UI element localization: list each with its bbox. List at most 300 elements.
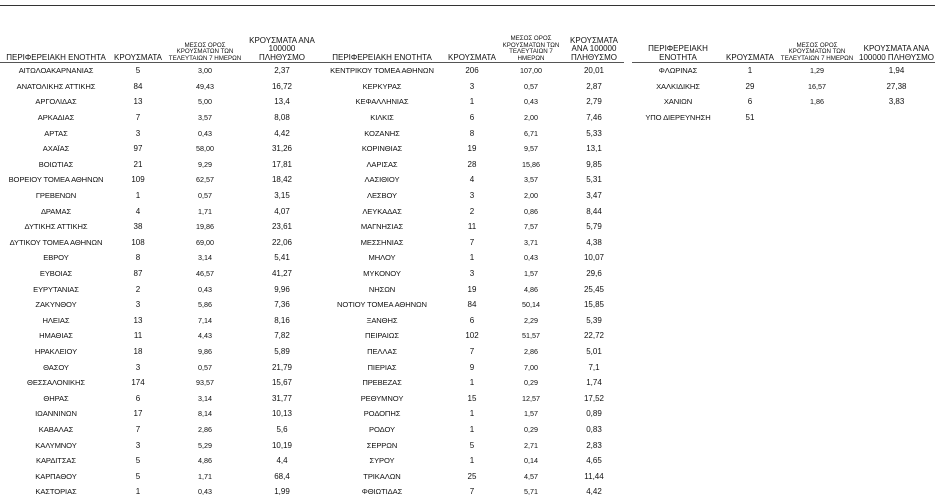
per100k-cell: 17,52 — [583, 393, 605, 403]
region-name-cell: ΑΙΤΩΛΟΑΚΑΡΝΑΝΙΑΣ — [18, 66, 94, 76]
region-name-cell: ΚΟΖΑΝΗΣ — [364, 128, 400, 138]
per100k-cell: 1,94 — [888, 66, 905, 76]
per100k-cell: 21,79 — [271, 362, 293, 372]
table-row — [318, 188, 624, 204]
cases-cell: 4 — [469, 175, 475, 185]
per100k-cell: 7,36 — [274, 300, 290, 310]
cases-table-3 — [632, 22, 935, 125]
per100k-cell: 3,83 — [888, 97, 905, 107]
per100k-cell: 8,44 — [586, 206, 602, 216]
region-name-cell: ΓΡΕΒΕΝΩΝ — [35, 191, 77, 201]
cases-table-2 — [318, 22, 624, 500]
avg7-cell: 46,57 — [196, 269, 214, 279]
region-name-cell: ΥΠΟ ΔΙΕΡΕΥΝΗΣΗ — [645, 113, 711, 123]
region-name-cell: ΑΝΑΤΟΛΙΚΗΣ ΑΤΤΙΚΗΣ — [16, 81, 96, 91]
region-name-cell: ΦΘΙΩΤΙΔΑΣ — [361, 487, 403, 497]
avg7-cell: 3,57 — [198, 113, 212, 123]
cases-cell: 6 — [469, 113, 475, 123]
avg7-cell: 9,29 — [198, 159, 212, 169]
avg7-cell: 1,57 — [524, 269, 538, 279]
per100k-cell: 13,1 — [586, 144, 602, 154]
cases-cell: 1 — [135, 487, 141, 497]
cases-cell: 102 — [465, 331, 479, 341]
avg7-cell: 9,57 — [524, 144, 538, 154]
table-row — [0, 359, 318, 375]
per100k-cell: 5,31 — [586, 175, 602, 185]
cases-cell: 1 — [469, 253, 475, 263]
cases-cell: 5 — [469, 440, 475, 450]
avg7-cell: 5,29 — [198, 440, 212, 450]
avg7-cell: 1,71 — [198, 471, 212, 481]
cases-cell: 19 — [467, 284, 477, 294]
cases-cell: 11 — [467, 222, 477, 232]
per100k-cell: 31,26 — [271, 144, 293, 154]
per100k-cell: 0,83 — [586, 424, 602, 434]
cases-cell: 3 — [469, 81, 475, 91]
per100k-cell: 15,67 — [271, 378, 293, 388]
avg7-cell: 0,86 — [524, 206, 538, 216]
cases-cell: 3 — [135, 362, 141, 372]
cases-cell: 1 — [469, 409, 475, 419]
avg7-cell: 2,86 — [198, 424, 212, 434]
region-name-cell: ΠΙΕΡΙΑΣ — [367, 362, 397, 372]
table-header-row — [0, 22, 318, 63]
per100k-cell: 5,33 — [586, 128, 602, 138]
header-avg7: ΜΕΣΟΣ ΟΡΟΣ ΚΡΟΥΣΜΑΤΩΝ ΤΩΝ ΤΕΛΕΥΤΑΙΩΝ 7 ΗΜΕΡΩΝ — [164, 22, 246, 63]
per100k-cell: 10,07 — [583, 253, 605, 263]
region-name-cell: ΘΕΣΣΑΛΟΝΙΚΗΣ — [27, 378, 85, 388]
table-row — [0, 94, 318, 110]
cases-cell: 8 — [135, 253, 141, 263]
table-row — [0, 79, 318, 95]
per100k-cell: 22,72 — [583, 331, 605, 341]
avg7-cell: 0,43 — [198, 487, 212, 497]
table-row — [318, 141, 624, 157]
region-name-cell: ΚΑΒΑΛΑΣ — [38, 424, 74, 434]
header-cases: ΚΡΟΥΣΜΑΤΑ — [724, 22, 776, 63]
header-per100k: ΚΡΟΥΣΜΑΤΑ ΑΝΑ 100000 ΠΛΗΘΥΣΜΟ — [246, 22, 318, 63]
region-name-cell: ΒΟΙΩΤΙΑΣ — [38, 159, 74, 169]
per100k-cell: 8,16 — [274, 315, 290, 325]
avg7-cell: 16,57 — [808, 81, 826, 91]
region-name-cell: ΗΛΕΙΑΣ — [42, 315, 70, 325]
per100k-cell: 23,61 — [271, 222, 293, 232]
table-row — [632, 94, 935, 110]
cases-table-1 — [0, 22, 318, 500]
header-per100k: ΚΡΟΥΣΜΑΤΑ ΑΝΑ 100000 ΠΛΗΘΥΣΜΟ — [564, 22, 624, 63]
cases-cell: 84 — [467, 300, 477, 310]
table-row — [0, 375, 318, 391]
avg7-cell: 0,29 — [524, 424, 538, 434]
cases-cell: 7 — [469, 346, 475, 356]
region-name-cell: ΞΑΝΘΗΣ — [366, 315, 398, 325]
cases-cell: 1 — [469, 97, 475, 107]
avg7-cell: 4,57 — [524, 471, 538, 481]
region-name-cell: ΛΕΣΒΟΥ — [366, 191, 398, 201]
per100k-cell: 68,4 — [274, 471, 290, 481]
table-row — [0, 235, 318, 251]
per100k-cell: 7,1 — [588, 362, 600, 372]
per100k-cell: 3,15 — [274, 191, 290, 201]
table-row — [318, 484, 624, 500]
cases-cell: 1 — [469, 424, 475, 434]
avg7-cell: 4,86 — [524, 284, 538, 294]
per100k-cell: 18,42 — [271, 175, 293, 185]
cases-cell: 8 — [469, 128, 475, 138]
per100k-cell: 20,01 — [583, 66, 605, 76]
region-name-cell: ΝΗΣΩΝ — [368, 284, 396, 294]
per100k-cell: 15,85 — [583, 300, 605, 310]
per100k-cell: 31,77 — [271, 393, 293, 403]
table-row — [0, 484, 318, 500]
avg7-cell: 0,29 — [524, 378, 538, 388]
table-row — [318, 281, 624, 297]
cases-cell: 1 — [469, 456, 475, 466]
per100k-cell: 2,87 — [586, 81, 602, 91]
cases-cell: 4 — [135, 206, 141, 216]
cases-cell: 3 — [469, 191, 475, 201]
cases-cell: 13 — [133, 97, 143, 107]
table-row — [0, 437, 318, 453]
region-name-cell: ΕΒΡΟΥ — [43, 253, 69, 263]
cases-cell: 2 — [469, 206, 475, 216]
avg7-cell: 0,43 — [198, 284, 212, 294]
cases-cell: 17 — [133, 409, 143, 419]
region-name-cell: ΠΕΛΛΑΣ — [367, 346, 397, 356]
avg7-cell: 5,00 — [198, 97, 212, 107]
region-name-cell: ΡΕΘΥΜΝΟΥ — [360, 393, 404, 403]
region-name-cell: ΧΑΛΚΙΔΙΚΗΣ — [656, 81, 700, 91]
per100k-cell: 11,44 — [584, 471, 604, 481]
per100k-cell: 7,46 — [586, 113, 602, 123]
region-name-cell: ΜΑΓΝΗΣΙΑΣ — [360, 222, 404, 232]
avg7-cell: 5,71 — [524, 487, 538, 497]
table-row — [0, 281, 318, 297]
per100k-cell: 3,47 — [586, 191, 602, 201]
table-row — [318, 406, 624, 422]
cases-cell: 5 — [135, 66, 141, 76]
avg7-cell: 6,71 — [524, 128, 538, 138]
per100k-cell: 4,42 — [274, 128, 290, 138]
region-name-cell: ΜΗΛΟΥ — [368, 253, 396, 263]
region-name-cell: ΜΕΣΣΗΝΙΑΣ — [360, 237, 404, 247]
table-row — [0, 328, 318, 344]
per100k-cell: 4,07 — [274, 206, 290, 216]
cases-cell: 174 — [131, 378, 145, 388]
cases-cell: 18 — [133, 346, 143, 356]
cases-cell: 25 — [467, 471, 477, 481]
cases-cell: 1 — [135, 191, 141, 201]
table-row — [318, 297, 624, 313]
cases-cell: 1 — [747, 66, 753, 76]
cases-cell: 11 — [133, 331, 143, 341]
per100k-cell: 1,99 — [274, 487, 290, 497]
per100k-cell: 29,6 — [586, 269, 602, 279]
avg7-cell: 62,57 — [196, 175, 214, 185]
table-row — [318, 79, 624, 95]
table-row — [318, 359, 624, 375]
region-name-cell: ΕΥΡΥΤΑΝΙΑΣ — [33, 284, 79, 294]
per100k-cell: 5,39 — [586, 315, 602, 325]
cases-cell: 15 — [467, 393, 477, 403]
region-name-cell: ΑΡΓΟΛΙΔΑΣ — [35, 97, 77, 107]
table-row — [0, 468, 318, 484]
per100k-cell: 2,37 — [274, 66, 290, 76]
region-name-cell: ΘΗΡΑΣ — [43, 393, 69, 403]
per100k-cell: 7,82 — [274, 331, 290, 341]
per100k-cell: 27,38 — [886, 81, 907, 91]
header-region: ΠΕΡΙΦΕΡΕΙΑΚΗ ΕΝΟΤΗΤΑ — [318, 22, 446, 63]
table-header-row — [318, 22, 624, 63]
avg7-cell: 49,43 — [196, 81, 214, 91]
table-row — [0, 313, 318, 329]
region-name-cell: ΔΥΤΙΚΟΥ ΤΟΜΕΑ ΑΘΗΝΩΝ — [9, 237, 103, 247]
avg7-cell: 19,86 — [196, 222, 214, 232]
region-name-cell: ΧΑΝΙΩΝ — [663, 97, 693, 107]
per100k-cell: 5,89 — [274, 346, 290, 356]
per100k-cell: 25,45 — [583, 284, 605, 294]
header-cases: ΚΡΟΥΣΜΑΤΑ — [446, 22, 498, 63]
region-name-cell: ΗΜΑΘΙΑΣ — [39, 331, 73, 341]
top-rule — [0, 5, 935, 6]
avg7-cell: 12,57 — [522, 393, 540, 403]
avg7-cell: 2,86 — [524, 346, 538, 356]
cases-cell: 109 — [131, 175, 145, 185]
avg7-cell: 2,71 — [524, 440, 538, 450]
per100k-cell: 16,72 — [271, 81, 293, 91]
cases-cell: 6 — [747, 97, 753, 107]
table-row — [632, 79, 935, 95]
region-name-cell: ΚΙΛΚΙΣ — [370, 113, 394, 123]
avg7-cell: 7,14 — [198, 315, 212, 325]
avg7-cell: 0,14 — [524, 456, 538, 466]
region-name-cell: ΔΥΤΙΚΗΣ ΑΤΤΙΚΗΣ — [24, 222, 88, 232]
region-name-cell: ΔΡΑΜΑΣ — [40, 206, 72, 216]
avg7-cell: 1,71 — [198, 206, 212, 216]
region-name-cell: ΦΛΩΡΙΝΑΣ — [658, 66, 698, 76]
table-row — [318, 203, 624, 219]
cases-cell: 7 — [469, 237, 475, 247]
cases-cell: 108 — [131, 237, 145, 247]
avg7-cell — [776, 110, 858, 126]
table-row — [0, 297, 318, 313]
avg7-cell: 4,86 — [198, 456, 212, 466]
table-row — [0, 250, 318, 266]
cases-cell: 3 — [135, 300, 141, 310]
table-row — [0, 453, 318, 469]
cases-cell: 3 — [135, 128, 141, 138]
region-name-cell: ΚΑΛΥΜΝΟΥ — [35, 440, 77, 450]
avg7-cell: 3,71 — [524, 237, 538, 247]
region-name-cell: ΣΕΡΡΩΝ — [366, 440, 398, 450]
region-name-cell: ΚΕΦΑΛΛΗΝΙΑΣ — [355, 97, 409, 107]
region-name-cell: ΒΟΡΕΙΟΥ ΤΟΜΕΑ ΑΘΗΝΩΝ — [8, 175, 104, 185]
table-row — [632, 63, 935, 79]
table-body — [318, 63, 624, 500]
avg7-cell: 58,00 — [196, 144, 214, 154]
table-row — [0, 390, 318, 406]
cases-cell: 5 — [135, 471, 141, 481]
table-row — [0, 188, 318, 204]
avg7-cell: 3,14 — [198, 393, 212, 403]
table-row — [318, 250, 624, 266]
cases-cell: 29 — [745, 81, 755, 91]
region-name-cell: ΑΧΑΪΑΣ — [42, 144, 70, 154]
region-name-cell: ΚΕΝΤΡΙΚΟΥ ΤΟΜΕΑ ΑΘΗΝΩΝ — [330, 66, 434, 76]
region-name-cell: ΜΥΚΟΝΟΥ — [363, 269, 401, 279]
region-name-cell: ΣΥΡΟΥ — [369, 456, 395, 466]
table-row — [318, 344, 624, 360]
cases-cell: 9 — [469, 362, 475, 372]
table-row — [318, 235, 624, 251]
avg7-cell: 9,86 — [198, 346, 212, 356]
table-row — [0, 63, 318, 79]
per100k-cell: 10,19 — [271, 440, 293, 450]
per100k-cell: 5,01 — [586, 346, 602, 356]
table-row — [0, 141, 318, 157]
cases-cell: 206 — [465, 66, 479, 76]
avg7-cell: 1,86 — [810, 97, 824, 107]
avg7-cell: 0,57 — [524, 81, 538, 91]
header-avg7: ΜΕΣΟΣ ΟΡΟΣ ΚΡΟΥΣΜΑΤΩΝ ΤΩΝ ΤΕΛΕΥΤΑΙΩΝ 7 ΗΜΕΡΩΝ — [498, 22, 564, 63]
table-row — [0, 125, 318, 141]
avg7-cell: 7,00 — [524, 362, 538, 372]
table-row — [318, 453, 624, 469]
avg7-cell: 69,00 — [196, 237, 214, 247]
region-name-cell: ΠΕΙΡΑΙΩΣ — [365, 331, 399, 341]
region-name-cell: ΚΑΡΔΙΤΣΑΣ — [35, 456, 76, 466]
avg7-cell: 2,00 — [524, 191, 538, 201]
header-avg7: ΜΕΣΟΣ ΟΡΟΣ ΚΡΟΥΣΜΑΤΩΝ ΤΩΝ ΤΕΛΕΥΤΑΙΩΝ 7 ΗΜΕΡΩΝ — [776, 22, 858, 63]
avg7-cell: 1,57 — [524, 409, 538, 419]
avg7-cell: 15,86 — [522, 159, 540, 169]
per100k-cell: 8,08 — [274, 113, 290, 123]
region-name-cell: ΕΥΒΟΙΑΣ — [39, 269, 73, 279]
cases-cell: 3 — [135, 440, 141, 450]
avg7-cell: 7,57 — [524, 222, 538, 232]
cases-cell: 21 — [133, 159, 143, 169]
region-name-cell: ΝΟΤΙΟΥ ΤΟΜΕΑ ΑΘΗΝΩΝ — [337, 300, 427, 310]
per100k-cell: 10,13 — [271, 409, 293, 419]
table-row — [0, 172, 318, 188]
cases-cell: 6 — [469, 315, 475, 325]
cases-cell: 3 — [469, 269, 475, 279]
table-header-row — [632, 22, 935, 63]
table-row — [318, 157, 624, 173]
cases-cell: 7 — [469, 487, 475, 497]
per100k-cell: 5,79 — [586, 222, 602, 232]
table-row — [318, 328, 624, 344]
cases-cell: 5 — [135, 456, 141, 466]
table-row — [318, 219, 624, 235]
per100k-cell: 22,06 — [271, 237, 293, 247]
cases-cell: 87 — [133, 269, 143, 279]
avg7-cell: 2,00 — [524, 113, 538, 123]
header-region: ΠΕΡΙΦΕΡΕΙΑΚΗ ΕΝΟΤΗΤΑ — [0, 22, 112, 63]
table-row — [318, 172, 624, 188]
cases-cell: 84 — [133, 81, 143, 91]
avg7-cell: 0,43 — [524, 97, 538, 107]
avg7-cell: 3,14 — [198, 253, 212, 263]
per100k-cell: 4,65 — [586, 456, 602, 466]
per100k-cell: 4,38 — [586, 237, 602, 247]
table-row — [0, 266, 318, 282]
region-name-cell: ΚΑΡΠΑΘΟΥ — [35, 471, 77, 481]
cases-cell: 13 — [133, 315, 143, 325]
table-row — [318, 375, 624, 391]
avg7-cell: 8,14 — [198, 409, 212, 419]
region-name-cell: ΛΑΣΙΘΙΟΥ — [364, 175, 400, 185]
cases-cell: 51 — [745, 113, 755, 123]
region-name-cell: ΑΡΤΑΣ — [44, 128, 68, 138]
header-per100k: ΚΡΟΥΣΜΑΤΑ ΑΝΑ 100000 ΠΛΗΘΥΣΜΟ — [858, 22, 935, 63]
cases-cell: 28 — [467, 159, 477, 169]
table-row — [318, 94, 624, 110]
per100k-cell: 5,6 — [276, 424, 288, 434]
avg7-cell: 51,57 — [522, 331, 540, 341]
region-name-cell: ΠΡΕΒΕΖΑΣ — [362, 378, 402, 388]
table-row — [0, 344, 318, 360]
table-row — [632, 110, 935, 126]
table-body — [0, 63, 318, 500]
per100k-cell: 1,74 — [586, 378, 602, 388]
avg7-cell: 0,57 — [198, 191, 212, 201]
per100k-cell: 4,42 — [586, 487, 602, 497]
region-name-cell: ΚΑΣΤΟΡΙΑΣ — [35, 487, 77, 497]
region-name-cell: ΛΕΥΚΑΔΑΣ — [362, 206, 402, 216]
table-row — [0, 157, 318, 173]
avg7-cell: 3,57 — [524, 175, 538, 185]
table-row — [0, 110, 318, 126]
per100k-cell: 17,81 — [271, 159, 293, 169]
avg7-cell: 0,57 — [198, 362, 212, 372]
per100k-cell: 2,83 — [586, 440, 602, 450]
table-row — [318, 468, 624, 484]
table-row — [318, 110, 624, 126]
region-name-cell: ΡΟΔΟΠΗΣ — [363, 409, 401, 419]
per100k-cell: 9,96 — [274, 284, 290, 294]
header-region: ΠΕΡΙΦΕΡΕΙΑΚΗ ΕΝΟΤΗΤΑ — [632, 22, 724, 63]
region-name-cell: ΘΑΣΟΥ — [43, 362, 69, 372]
table-body — [632, 63, 935, 126]
per100k-cell — [858, 110, 935, 126]
table-row — [318, 422, 624, 438]
avg7-cell: 93,57 — [196, 378, 214, 388]
region-name-cell: ΚΕΡΚΥΡΑΣ — [362, 81, 402, 91]
table-row — [0, 422, 318, 438]
cases-cell: 7 — [135, 113, 141, 123]
per100k-cell: 5,41 — [274, 253, 290, 263]
avg7-cell: 2,29 — [524, 315, 538, 325]
per100k-cell: 13,4 — [274, 97, 290, 107]
avg7-cell: 107,00 — [520, 66, 542, 76]
avg7-cell: 50,14 — [522, 300, 540, 310]
avg7-cell: 0,43 — [198, 128, 212, 138]
cases-cell: 6 — [135, 393, 141, 403]
per100k-cell: 41,27 — [271, 269, 293, 279]
region-name-cell: ΚΟΡΙΝΘΙΑΣ — [361, 144, 403, 154]
per100k-cell: 0,89 — [586, 409, 602, 419]
cases-cell: 2 — [135, 284, 141, 294]
avg7-cell: 5,86 — [198, 300, 212, 310]
table-row — [0, 203, 318, 219]
cases-cell: 7 — [135, 424, 141, 434]
region-name-cell: ΑΡΚΑΔΙΑΣ — [37, 113, 75, 123]
region-name-cell: ΤΡΙΚΑΛΩΝ — [363, 471, 401, 481]
table-row — [318, 390, 624, 406]
cases-cell: 38 — [133, 222, 143, 232]
avg7-cell: 0,43 — [524, 253, 538, 263]
